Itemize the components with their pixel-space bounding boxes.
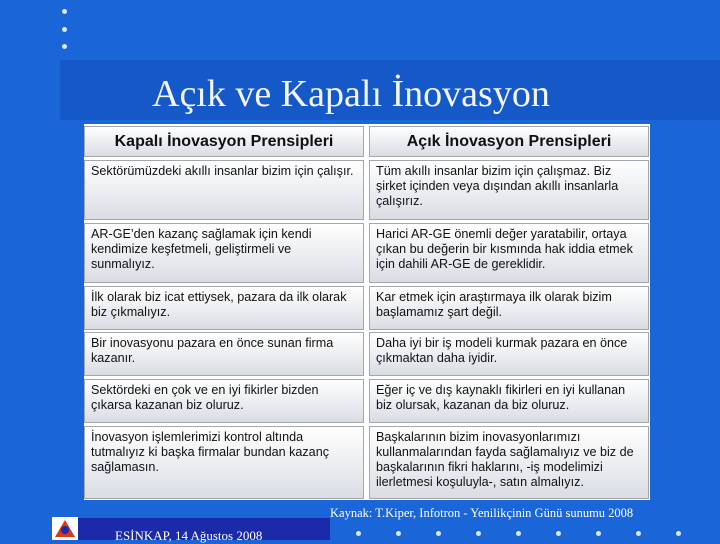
principles-table bbox=[84, 124, 650, 500]
table-cell-open: Eğer iç ve dış kaynaklı fikirleri en iyi kullanan biz olursak, kazanan da biz oluruz. bbox=[369, 379, 649, 423]
bullet-dot-icon bbox=[356, 531, 361, 536]
table-cell-open: Harici AR-GE önemli değer yaratabilir, ortaya çıkan bu değerin bir kısmında hak iddia etmek için dahili AR-GE de gereklidir. bbox=[369, 223, 649, 283]
table-header-closed: Kapalı İnovasyon Prensipleri bbox=[84, 126, 364, 157]
bullet-dot-icon bbox=[62, 9, 67, 14]
bullet-dot-icon bbox=[476, 531, 481, 536]
table-cell-closed: Sektörümüzdeki akıllı insanlar bizim için çalışır. bbox=[84, 160, 364, 220]
bullet-dot-icon bbox=[596, 531, 601, 536]
bullet-dot-icon bbox=[436, 531, 441, 536]
bullet-dot-icon bbox=[676, 531, 681, 536]
table-header-open: Açık İnovasyon Prensipleri bbox=[369, 126, 649, 157]
page-title: Açık ve Kapalı İnovasyon bbox=[152, 73, 550, 115]
table-cell-open: Başkalarının bizim inovasyonlarımızı kullanmalarından fayda sağlamalıyız ve biz de başkalarının fikri haklarını, -iş modelimizi ilerletmesi koşuluyla-, satın almalıyız. bbox=[369, 426, 649, 499]
table-cell-closed: İlk olarak biz icat ettiysek, pazara da ilk olarak biz çıkmalıyız. bbox=[84, 286, 364, 330]
table-cell-open: Daha iyi bir iş modeli kurmak pazara en önce çıkmaktan daha iyidir. bbox=[369, 332, 649, 376]
esinkap-logo-icon bbox=[52, 517, 78, 540]
table-cell-open: Tüm akıllı insanlar bizim için çalışmaz. Biz şirket içinden veya dışından akıllı insanlarla çalışırız. bbox=[369, 160, 649, 220]
bullet-dot-icon bbox=[62, 27, 67, 32]
table-cell-closed: AR-GE’den kazanç sağlamak için kendi kendimize keşfetmeli, geliştirmeli ve sunmalıyız. bbox=[84, 223, 364, 283]
table-cell-closed: İnovasyon işlemlerimizi kontrol altında tutmalıyız ki başka firmalar bundan kazanç sağlamasın. bbox=[84, 426, 364, 499]
table-cell-open: Kar etmek için araştırmaya ilk olarak bizim başlamamız şart değil. bbox=[369, 286, 649, 330]
table-cell-closed: Bir inovasyonu pazara en önce sunan firma kazanır. bbox=[84, 332, 364, 376]
bullet-dot-icon bbox=[516, 531, 521, 536]
footer-text: ESİNKAP, 14 Ağustos 2008 bbox=[115, 528, 263, 543]
bullet-dot-icon bbox=[636, 531, 641, 536]
source-note: Kaynak: T.Kiper, Infotron - Yenilikçinin Günü sunumu 2008 bbox=[330, 506, 634, 520]
bullet-dot-icon bbox=[556, 531, 561, 536]
table-cell-closed: Sektördeki en çok ve en iyi fikirler bizden çıkarsa kazanan biz oluruz. bbox=[84, 379, 364, 423]
bullet-dot-icon bbox=[396, 531, 401, 536]
bullet-dot-icon bbox=[62, 44, 67, 49]
